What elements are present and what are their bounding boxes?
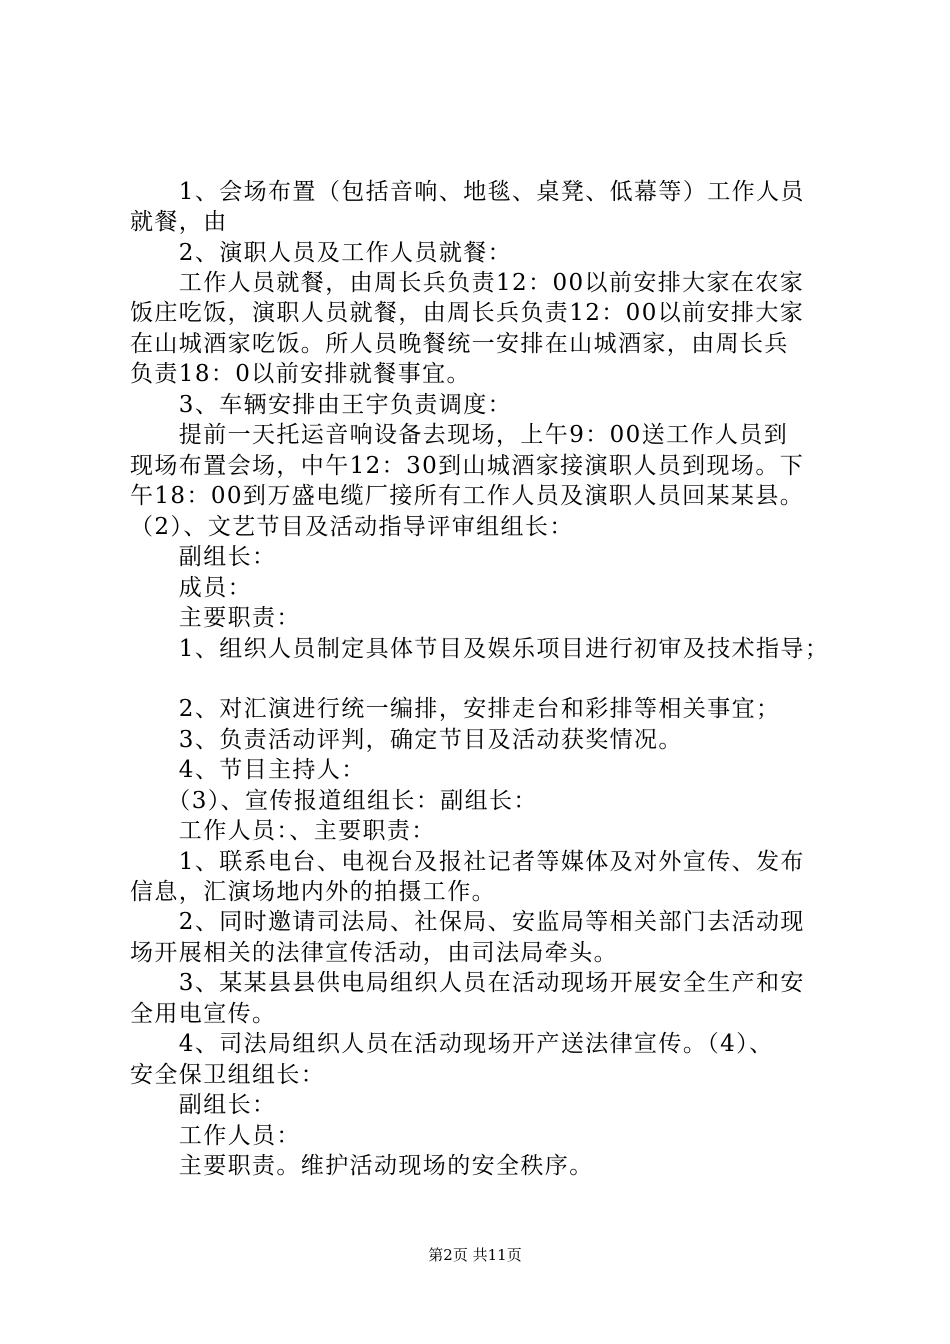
text-line: 2、演职人员及工作人员就餐： xyxy=(130,240,513,266)
text-line: 主要职责： xyxy=(130,605,301,631)
text-line: （3）、宣传报道组组长：副组长： xyxy=(130,788,538,814)
text-line: 安全保卫组组长： xyxy=(130,1062,326,1088)
text-line: 工作人员： xyxy=(130,1123,301,1149)
text-line: 3、某某县县供电局组织人员在活动现场开展安全生产和安 xyxy=(130,970,805,996)
text-line: 负责18：0以前安排就餐事宜。 xyxy=(130,361,471,387)
text-line: 主要职责。维护活动现场的安全秩序。 xyxy=(130,1153,594,1179)
text-line: 工作人员：、主要职责： xyxy=(130,818,436,844)
text-line: 午18：00到万盛电缆厂接所有工作人员及演职人员回某某县。 xyxy=(130,483,805,509)
text-line: 工作人员就餐，由周长兵负责12：00以前安排大家在农家 xyxy=(130,270,805,296)
text-line: 1、会场布置（包括音响、地毯、桌凳、低幕等）工作人员 xyxy=(130,179,805,205)
text-line: 2、对汇演进行统一编排，安排走台和彩排等相关事宜； xyxy=(130,696,781,722)
text-line: 4、节目主持人： xyxy=(130,757,366,783)
text-line: 提前一天托运音响设备去现场，上午9：00送工作人员到 xyxy=(130,422,789,448)
text-line: 现场布置会场，中午12：30到山城酒家接演职人员到现场。下 xyxy=(130,453,805,479)
text-line: 3、车辆安排由王宇负责调度： xyxy=(130,392,513,418)
page-footer: 第2页 共11页 xyxy=(428,1246,522,1264)
text-line: 4、司法局组织人员在活动现场开产送法律宣传。（4）、 xyxy=(130,1031,774,1057)
text-line: 1、联系电台、电视台及报社记者等媒体及对外宣传、发布 xyxy=(130,849,805,875)
text-line: 3、负责活动评判，确定节目及活动获奖情况。 xyxy=(130,727,683,753)
text-line: 副组长： xyxy=(130,1092,277,1118)
text-line: （2）、文艺节目及活动指导评审组组长： xyxy=(130,514,574,540)
text-line: 信息，汇演场地内外的拍摄工作。 xyxy=(130,879,496,905)
text-line: 饭庄吃饭，演职人员就餐，由周长兵负责12：00以前安排大家 xyxy=(130,300,805,326)
text-line: 副组长： xyxy=(130,544,277,570)
text-line: 场开展相关的法律宣传活动，由司法局牵头。 xyxy=(130,940,618,966)
text-line: 在山城酒家吃饭。所人员晚餐统一安排在山城酒家，由周长兵 xyxy=(130,331,789,357)
text-line: 1、组织人员制定具体节目及娱乐项目进行初审及技术指导； xyxy=(130,636,830,662)
text-line: 就餐，由 xyxy=(130,209,228,235)
text-line: 成员： xyxy=(130,575,252,601)
text-line: 2、同时邀请司法局、社保局、安监局等相关部门去活动现 xyxy=(130,909,805,935)
text-line: 全用电宣传。 xyxy=(130,1001,277,1027)
